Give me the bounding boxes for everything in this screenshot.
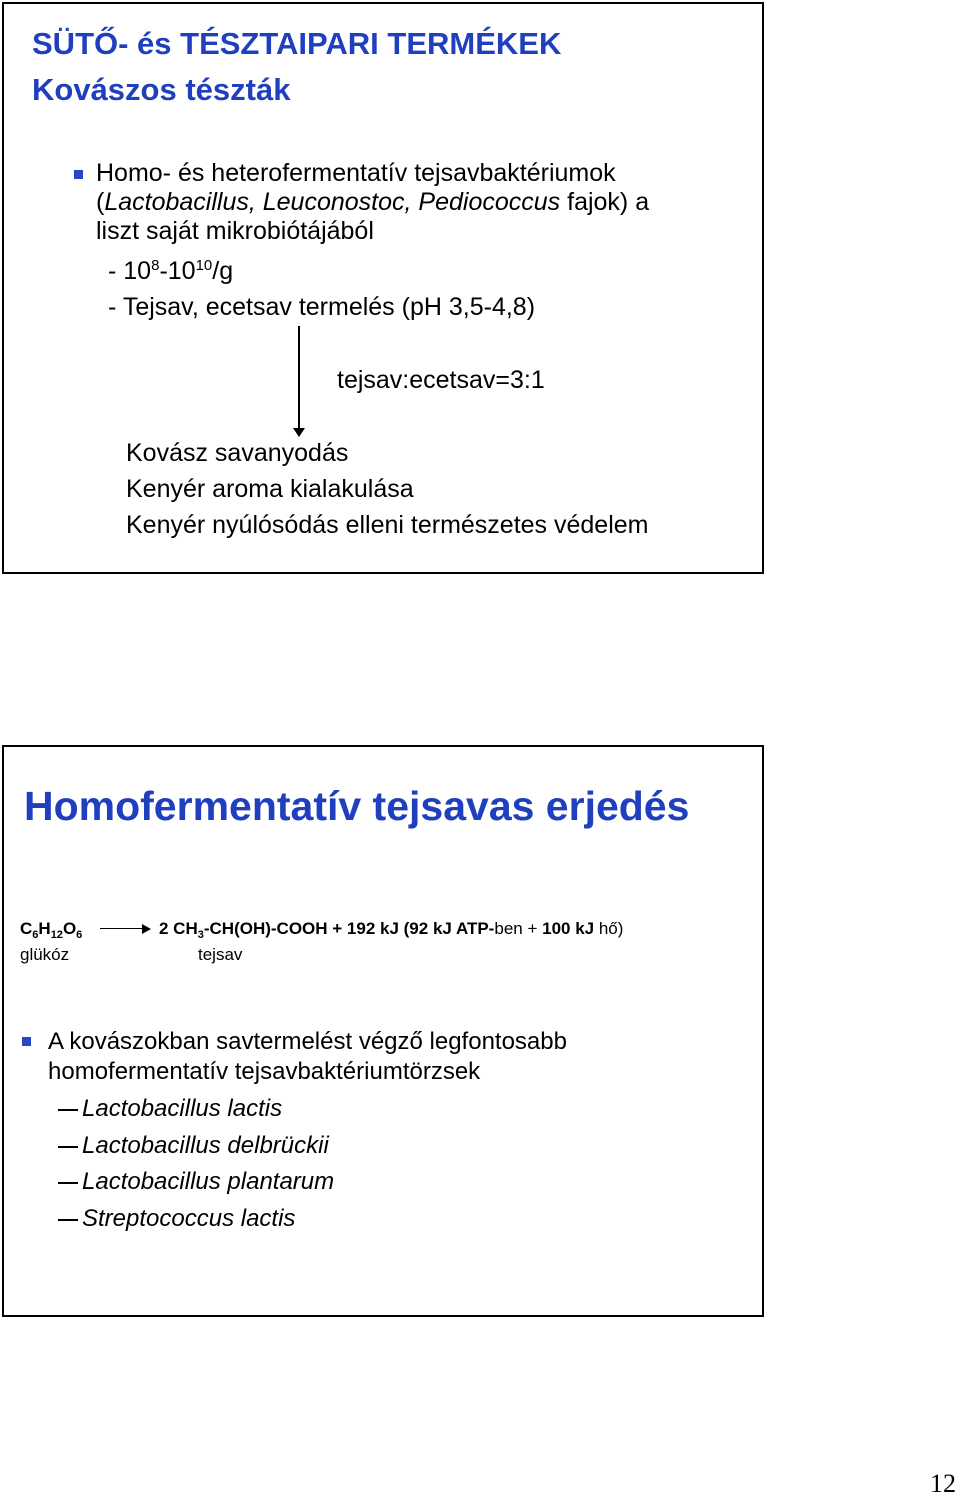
dash-icon <box>58 1146 78 1148</box>
slide-homofermentativ <box>2 745 764 1317</box>
strain-item: Lactobacillus lactis <box>82 1095 283 1122</box>
arrow-head-icon <box>293 428 305 437</box>
reactant-label: glükóz <box>20 945 70 964</box>
acid-production: - Tejsav, ecetsav termelés (pH 3,5-4,8) <box>108 293 536 321</box>
strain-item: Lactobacillus delbrückii <box>82 1132 329 1159</box>
reaction-arrow-icon <box>142 924 151 934</box>
reactant-formula: $C_6H_{12}O_6$ <box>20 919 83 941</box>
slide-kovaszos-tesztak <box>2 2 764 574</box>
cell-count: - $10^8-10^{10}/g$ <box>108 257 234 285</box>
bullet-text-line1: Homo- és heterofermentatív tejsavbaktériumok <box>96 159 616 187</box>
effect-item: Kenyér nyúlósódás elleni természetes védelem <box>126 511 649 539</box>
effect-item: Kovász savanyodás <box>126 439 349 467</box>
down-arrow-line <box>298 326 300 430</box>
bullet-text-line1: A kovászokban savtermelést végző legfontosabb <box>48 1028 567 1055</box>
square-bullet-icon <box>22 1037 31 1046</box>
product-formula: 2 $CH_3-CH(OH)$-COOH + 192 kJ (92 kJ ATP-ben + 100 kJ hő) <box>159 919 624 941</box>
strain-item: Lactobacillus plantarum <box>82 1168 335 1195</box>
acid-ratio: tejsav:ecetsav=3:1 <box>337 366 545 394</box>
page-number: 12 <box>930 1469 956 1498</box>
dash-icon <box>58 1219 78 1221</box>
bullet-text-line3: liszt saját mikrobiótájából <box>96 217 374 245</box>
slide-title-line1: SÜTŐ- és TÉSZTAIPARI TERMÉKEK <box>32 26 562 61</box>
square-bullet-icon <box>74 170 83 179</box>
slide-title: Homofermentatív tejsavas erjedés <box>24 783 690 829</box>
dash-icon <box>58 1109 78 1111</box>
product-label: tejsav <box>198 945 243 964</box>
reaction-arrow-line <box>100 928 144 929</box>
slide-subtitle: Kovászos tészták <box>32 72 291 107</box>
strain-item: Streptococcus lactis <box>82 1205 296 1232</box>
bullet-text-line2: (Lactobacillus, Leuconostoc, Pediococcus fajok) a <box>96 188 650 216</box>
effect-item: Kenyér aroma kialakulása <box>126 475 414 503</box>
bullet-text-line2: homofermentatív tejsavbaktériumtörzsek <box>48 1058 481 1085</box>
dash-icon <box>58 1182 78 1184</box>
